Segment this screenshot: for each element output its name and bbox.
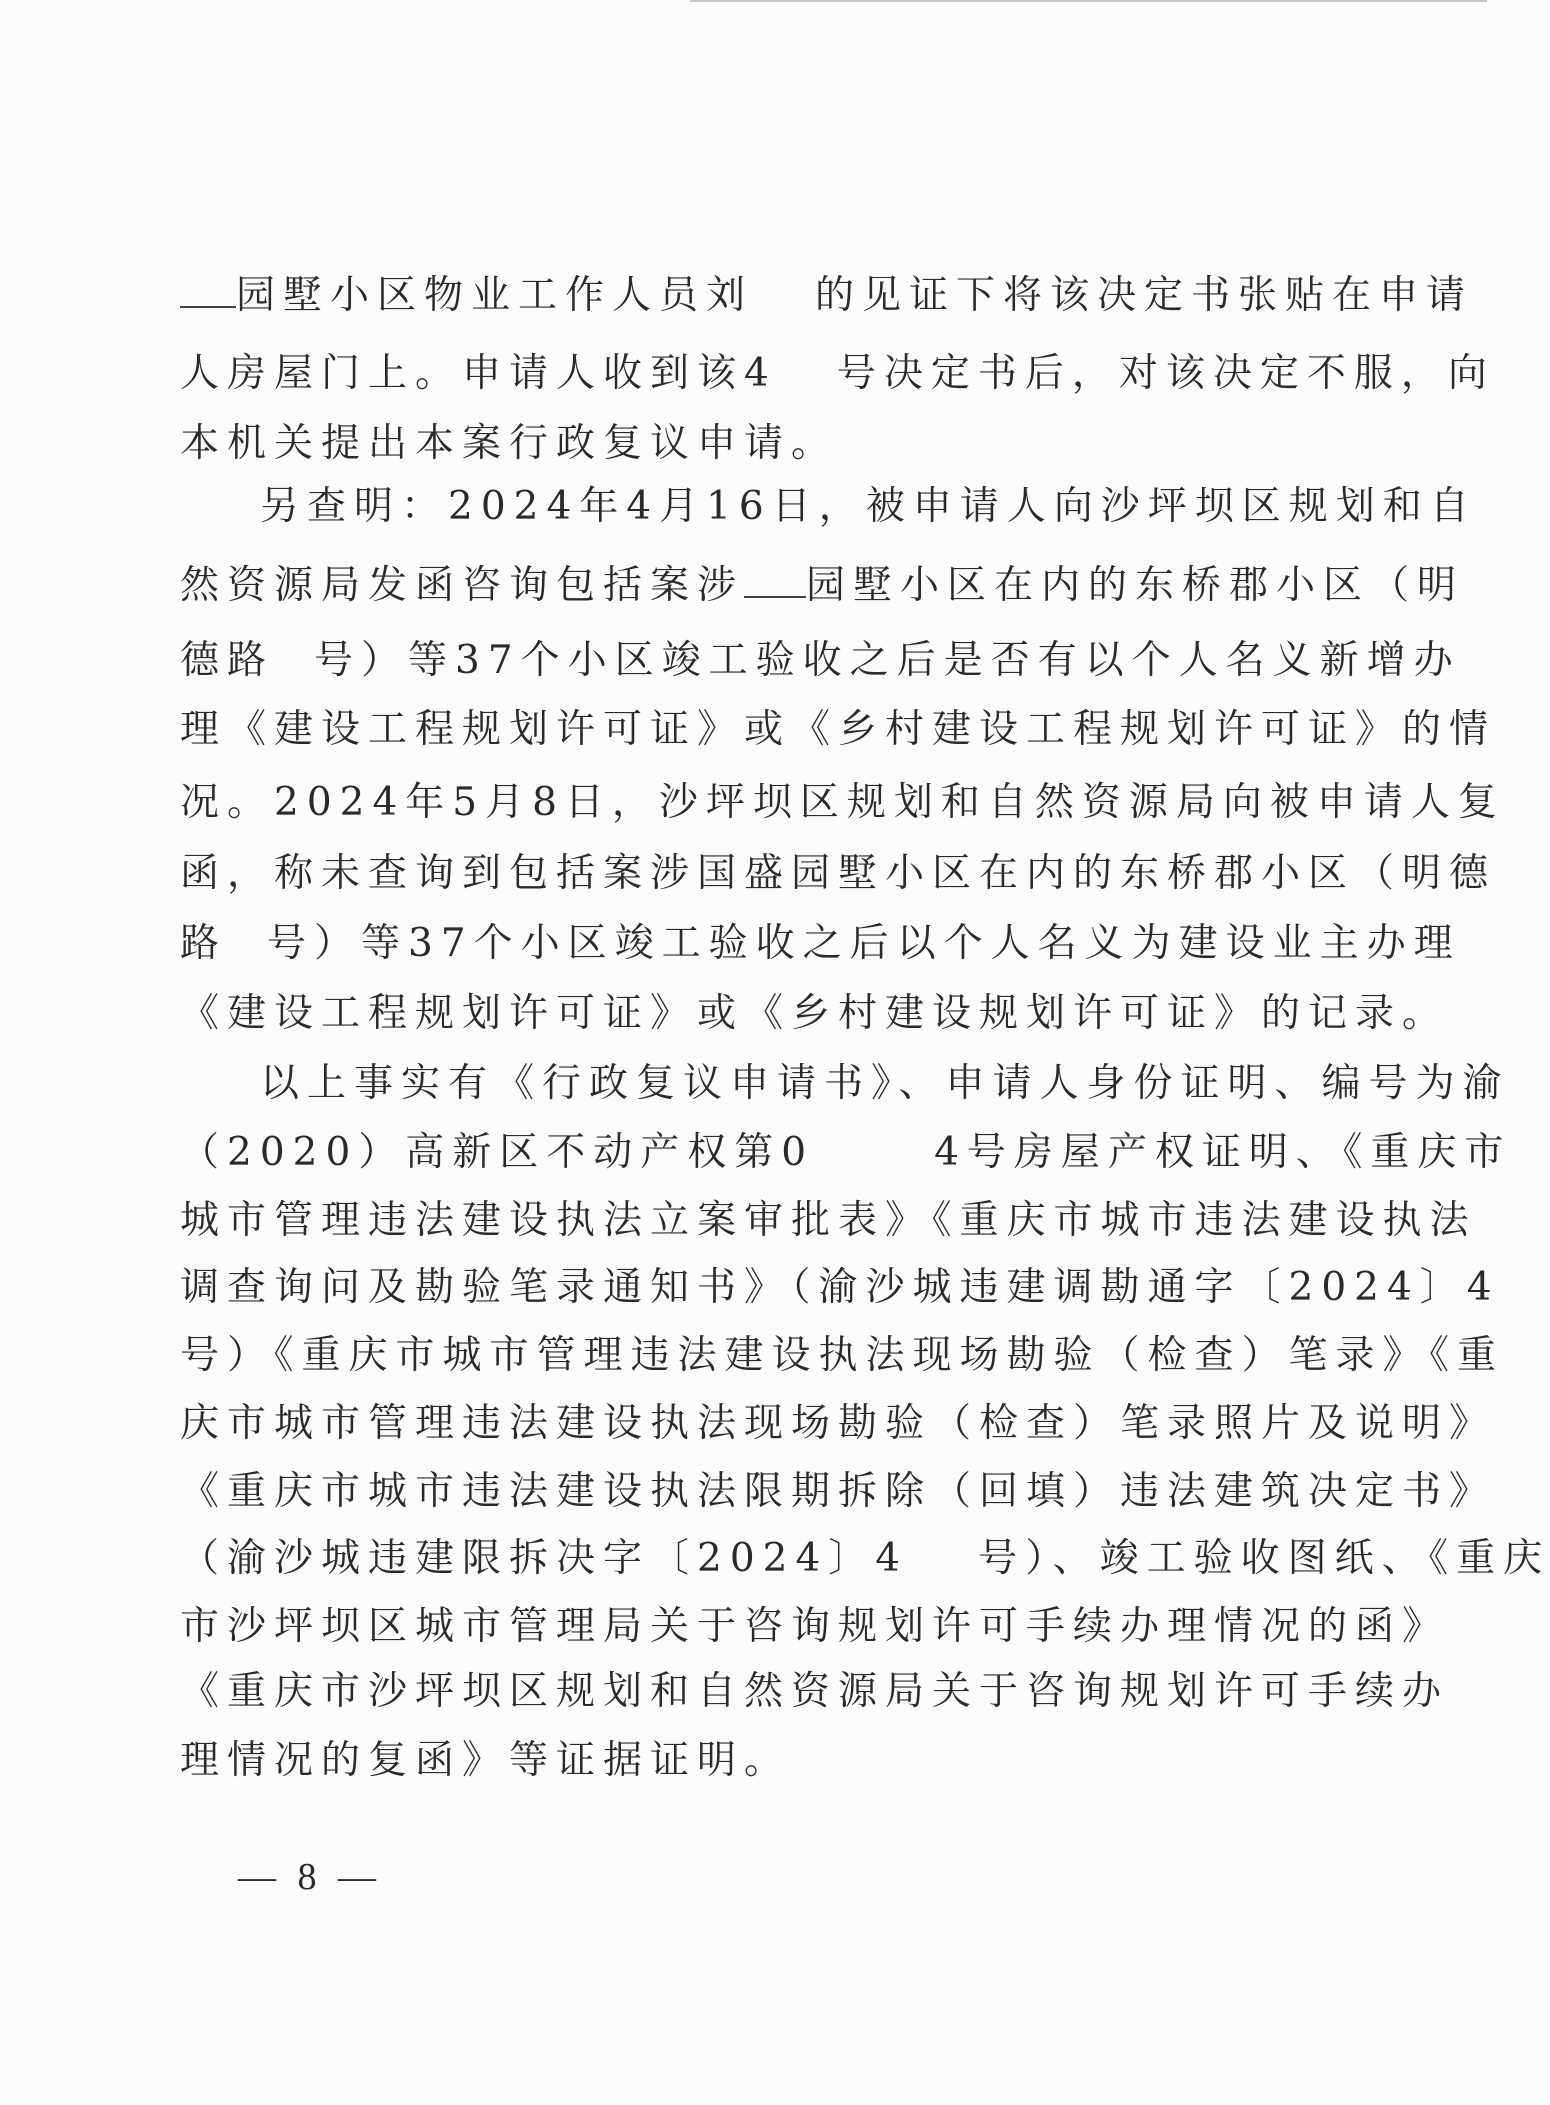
text-segment: 另查明：2024年4月16日，被申请人向沙坪坝区规划和自 bbox=[260, 484, 1477, 529]
paragraph-line-7 bbox=[180, 706, 1497, 754]
paragraph-line-14 bbox=[180, 1197, 1477, 1245]
paragraph-line-15 bbox=[180, 1264, 1500, 1312]
text-segment: 《重庆市沙坪坝区规划和自然资源局关于咨询规划许可手续办 bbox=[180, 1669, 1450, 1714]
text-segment: 庆市城市管理违法建设执法现场勘验（检查）笔录照片及说明》 bbox=[180, 1401, 1497, 1446]
text-segment: 以上事实有《行政复议申请书》、申请人身份证明、编号为渝 bbox=[260, 1061, 1510, 1106]
text-segment: （2020）高新区不动产权第0 bbox=[180, 1130, 815, 1175]
paragraph-line-6 bbox=[180, 637, 1461, 685]
paragraph-line-19 bbox=[180, 1535, 1550, 1583]
text-segment: 理情况的复函》等证据证明。 bbox=[180, 1738, 792, 1783]
text-segment: 城市管理违法建设执法立案审批表》《重庆市城市违法建设执法 bbox=[180, 1198, 1477, 1243]
redaction-mark bbox=[744, 596, 806, 598]
text-segment: 号）《重庆市城市管理违法建设执法现场勘验（检查）笔录》《重 bbox=[180, 1333, 1505, 1378]
text-segment: （渝沙城违建限拆决字〔2024〕4 bbox=[180, 1536, 909, 1581]
text-segment: 的见证下将该决定书张贴在申请 bbox=[815, 273, 1474, 318]
paragraph-line-2 bbox=[180, 350, 1495, 398]
text-segment: 《建设工程规划许可证》或《乡村建设规划许可证》的记录。 bbox=[180, 991, 1450, 1036]
paragraph-line-12 bbox=[260, 1060, 1510, 1108]
paragraph-line-9 bbox=[180, 850, 1497, 898]
page-number: — 8 — bbox=[238, 1856, 382, 1898]
text-segment: 调查询问及勘验笔录通知书》（渝沙城违建调勘通字〔2024〕4 bbox=[180, 1265, 1500, 1310]
text-segment: 市沙坪坝区城市管理局关于咨询规划许可手续办理情况的函》 bbox=[180, 1604, 1450, 1649]
text-segment: 号）、竣工验收图纸、《重庆 bbox=[978, 1536, 1550, 1581]
paragraph-line-1 bbox=[180, 272, 1474, 320]
text-segment: 号）等37个小区竣工验收之后以个人名义为建设业主办理 bbox=[267, 921, 1461, 966]
redaction-mark bbox=[180, 306, 236, 308]
text-segment: 本机关提出本案行政复议申请。 bbox=[180, 421, 839, 466]
text-segment: 理《建设工程规划许可证》或《乡村建设工程规划许可证》的情 bbox=[180, 707, 1497, 752]
paragraph-line-4 bbox=[260, 483, 1477, 531]
paragraph-line-8 bbox=[180, 779, 1505, 827]
text-segment: 路 bbox=[180, 921, 228, 966]
text-segment: 人房屋门上。申请人收到该4 bbox=[180, 351, 777, 396]
top-edge-line bbox=[690, 0, 1487, 2]
text-segment: 号）等37个小区竣工验收之后是否有以个人名义新增办 bbox=[314, 638, 1461, 683]
paragraph-line-20 bbox=[180, 1603, 1450, 1651]
text-segment: 然资源局发函咨询包括案涉 bbox=[180, 563, 745, 608]
paragraph-line-17 bbox=[180, 1400, 1497, 1448]
text-segment: 园墅小区在内的东桥郡小区（明 bbox=[806, 563, 1465, 608]
paragraph-line-3 bbox=[180, 420, 1300, 468]
text-segment: 号决定书后，对该决定不服，向 bbox=[836, 351, 1495, 396]
paragraph-line-10 bbox=[180, 920, 1461, 968]
paragraph-line-11 bbox=[180, 990, 1450, 1038]
text-segment: 《重庆市城市违法建设执法限期拆除（回填）违法建筑决定书》 bbox=[180, 1469, 1497, 1514]
paragraph-line-13 bbox=[180, 1129, 1512, 1177]
paragraph-line-21 bbox=[180, 1668, 1450, 1716]
text-segment: 况。2024年5月8日，沙坪坝区规划和自然资源局向被申请人复 bbox=[180, 780, 1505, 825]
text-segment: 园墅小区物业工作人员刘 bbox=[236, 273, 754, 318]
text-segment: 4号房屋产权证明、《重庆市 bbox=[934, 1130, 1512, 1175]
text-segment: 函，称未查询到包括案涉国盛园墅小区在内的东桥郡小区（明德 bbox=[180, 851, 1497, 896]
paragraph-line-22 bbox=[180, 1737, 1300, 1785]
paragraph-line-18 bbox=[180, 1468, 1497, 1516]
text-segment: 德路 bbox=[180, 638, 275, 683]
paragraph-line-16 bbox=[180, 1332, 1505, 1380]
paragraph-line-5 bbox=[180, 562, 1465, 610]
